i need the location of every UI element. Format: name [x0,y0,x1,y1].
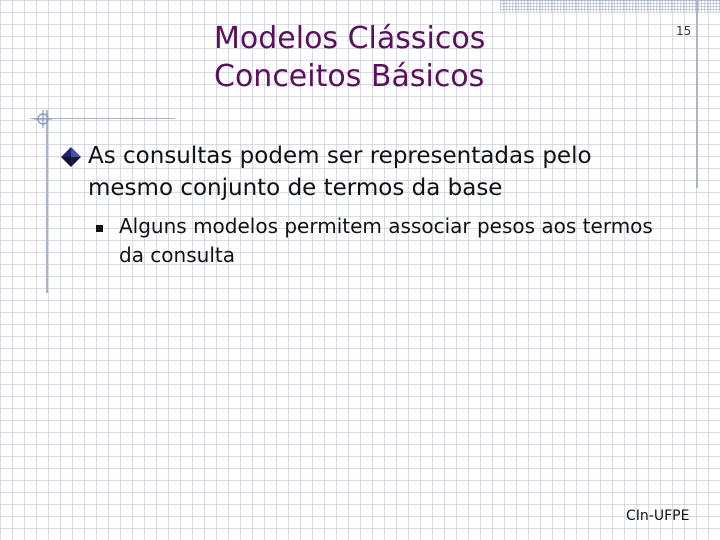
decorative-top-band [500,0,720,12]
page-number: 15 [676,24,692,38]
bullet-text: As consultas podem ser representadas pelo mesmo conjunto de termos da base [88,143,592,201]
footer-label: CIn-UFPE [626,508,690,524]
sub-bullet-text: Alguns modelos permitem associar pesos aos termos da consulta [119,214,653,267]
slide-title-line-2: Conceitos Básicos [214,59,485,94]
crosshair-icon [34,110,52,128]
sub-bullet-item [96,212,676,270]
decorative-left-rule [46,110,48,293]
slide-title [214,20,485,96]
diamond-bullet-icon [60,146,82,168]
slide-title-line-1: Modelos Clássicos [214,21,486,56]
decorative-right-rule [696,0,698,188]
bullet-item [60,140,680,204]
square-bullet-icon [96,225,103,232]
